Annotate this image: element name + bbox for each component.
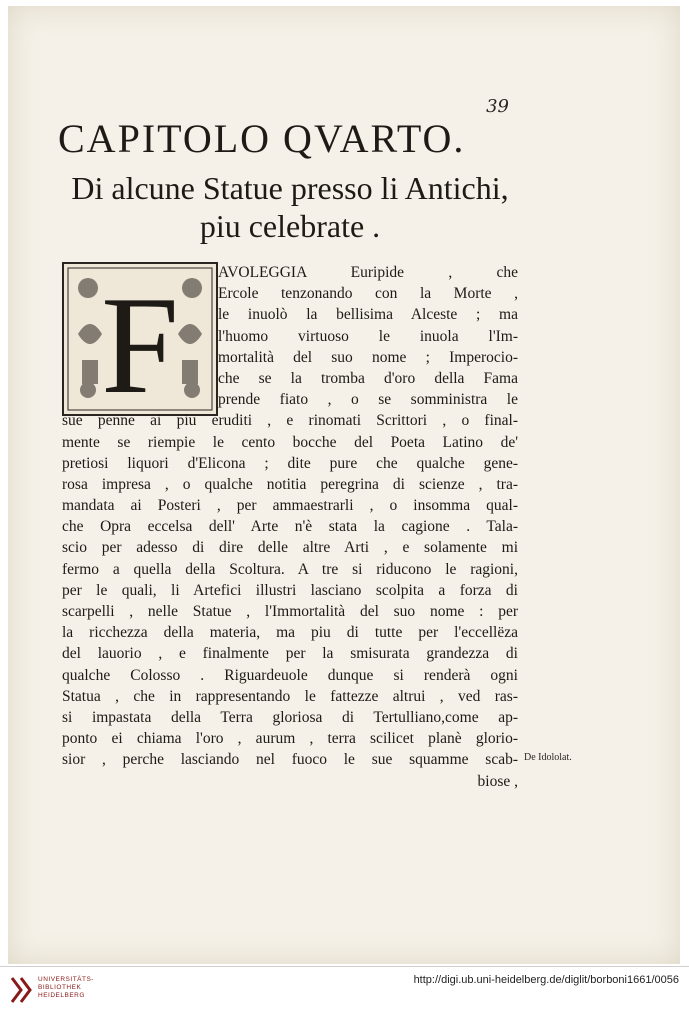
- text-line: pretiosi liquori d'Elicona ; dite pure che qualche gene-: [62, 454, 518, 472]
- permalink-url[interactable]: http://digi.ub.uni-heidelberg.de/diglit/borboni1661/0056: [413, 974, 679, 986]
- library-logo-icon: [10, 974, 32, 1006]
- text-line: ponto ei chiama l'oro , aurum , terra scilicet planè glorio-: [62, 730, 518, 748]
- library-name-line-1: UNIVERSITÄTS-: [38, 976, 94, 983]
- text-line: mandata ai Posteri , per ammaestrarli , o insomma qual-: [62, 497, 518, 515]
- text-line: che Opra eccelsa dell' Arte n'è stata la cagione . Tala-: [62, 518, 518, 536]
- text-line: Statua , che in rappresentando le fattezze altrui , ved ras-: [62, 687, 518, 705]
- text-line: biose ,: [477, 772, 518, 790]
- footer-divider: [0, 966, 689, 967]
- text-line: sior , perche lasciando nel fuoco le sue squamme scab-: [62, 751, 518, 769]
- text-line: le inuolò la bellisima Alceste ; ma: [218, 306, 518, 324]
- text-line: del lauorio , e finalmente per la smisurata grandezza di: [62, 645, 518, 663]
- body-text: [62, 262, 518, 792]
- text-line: mortalità del suo nome ; Imperocio-: [218, 348, 518, 366]
- initial-letter: F: [101, 268, 179, 414]
- text-line: l'huomo virtuoso le inuola l'Im-: [218, 327, 518, 345]
- text-line: rosa impresa , o qualche notitia peregrina di scienze , tra-: [62, 475, 518, 493]
- chapter-title: CAPITOLO QVARTO.: [58, 116, 466, 161]
- text-line: Ercole tenzonando con la Morte ,: [218, 285, 518, 303]
- text-line: sue penne ai piu eruditi , e rinomati Scrittori , o final-: [62, 412, 518, 430]
- library-name-line-2: BIBLIOTHEK: [38, 984, 82, 991]
- text-line: qualche Colosso . Riguardeuole dunque si renderà ogni: [62, 666, 518, 684]
- page-number: 39: [486, 96, 509, 117]
- text-line: AVOLEGGIA Euripide , che: [218, 264, 518, 281]
- text-line: che se la tromba d'oro della Fama: [218, 369, 518, 387]
- text-line: prende fiato , o se somministra le: [218, 391, 518, 409]
- text-line: per le quali, li Artefici illustri lasciano scolpita a forza di: [62, 581, 518, 599]
- text-line: scarpelli , nelle Statue , l'Immortalità del suo nome : per: [62, 603, 518, 620]
- chapter-subtitle-line-1: Di alcune Statue presso li Antichi,: [71, 170, 509, 206]
- text-line: si impastata della Terra gloriosa di Tertulliano,come ap-: [62, 708, 518, 726]
- text-line: fermo a quella della Scoltura. A tre si riducono le ragioni,: [62, 560, 518, 578]
- library-name: [38, 976, 94, 1000]
- text-line: mente se riempie le cento bocche del Poeta Latino de': [62, 433, 518, 451]
- text-line: scio per adesso di dire delle altre Arti , e solamente mi: [62, 539, 518, 557]
- library-name-line-3: HEIDELBERG: [38, 992, 85, 999]
- chapter-subtitle-line-2: piu celebrate .: [199, 208, 381, 244]
- margin-note: De Idololat.: [524, 752, 572, 763]
- footer-bar: [0, 966, 689, 1015]
- text-line: la ricchezza della materia, ma piu di tutte per l'eccellëza: [62, 624, 518, 642]
